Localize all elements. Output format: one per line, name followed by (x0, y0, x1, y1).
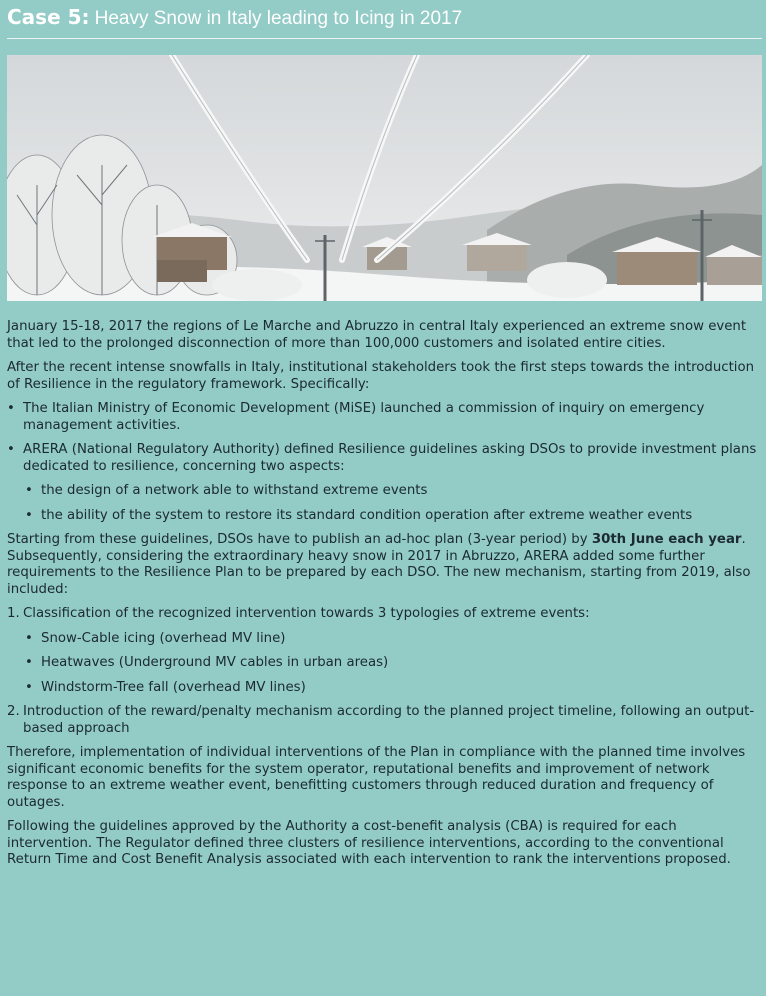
bullet-icon: • (25, 679, 33, 695)
bullet-icon: • (25, 630, 33, 646)
list-item (7, 680, 764, 697)
article-body (7, 319, 764, 877)
typology-snow: Snow-Cable icing (overhead MV line) (41, 630, 286, 646)
list-item (7, 401, 764, 434)
list-item (7, 483, 764, 500)
case-header (7, 5, 762, 39)
paragraph-cba: Following the guidelines approved by the Authority a cost-benefit analysis (CBA) is required for each intervention. The Regulator defined three clusters of resilience interventions, according to the conventional Return Time and Cost Benefit Analysis associated with each intervention to rank the interventions proposed. (7, 819, 731, 867)
list-item (7, 442, 764, 475)
item-reward: Introduction of the reward/penalty mechanism according to the planned project timeline, following an output-based approach (23, 704, 755, 736)
item-classification: Classification of the recognized intervention towards 3 typologies of extreme events: (23, 606, 590, 621)
paragraph-intro: January 15-18, 2017 the regions of Le Marche and Abruzzo in central Italy experienced an extreme snow event that led to the prolonged disconnection of more than 100,000 customers and isolated entire cities. (7, 319, 747, 351)
bullet-arera-text: ARERA (National Regulatory Authority) defined Resilience guidelines asking DSOs to provide investment plans dedicated to resilience, concerning two aspects: (23, 442, 757, 474)
case-title: Heavy Snow in Italy leading to Icing in 2017 (94, 8, 463, 29)
bullet-mise-text: The Italian Ministry of Economic Development (MiSE) launched a commission of inquiry on emergency management activities. (23, 401, 705, 433)
paragraph-guidelines (7, 532, 764, 598)
bullet-icon: • (7, 442, 15, 457)
bullet-icon: • (25, 507, 33, 523)
snow-photo (7, 55, 762, 301)
list-item (7, 655, 764, 672)
list-item (7, 704, 764, 737)
list-item (7, 631, 764, 648)
sub-bullet-restore: the ability of the system to restore its standard condition operation after extreme weather events (41, 507, 693, 523)
list-number: 1. (7, 606, 20, 621)
list-item (7, 606, 764, 623)
bullet-icon: • (7, 401, 15, 416)
deadline-bold: 30th June each year (591, 532, 742, 547)
case-label: Case 5: (7, 5, 90, 29)
bullet-icon: • (25, 655, 33, 670)
list-item (7, 508, 764, 525)
typology-heat: Heatwaves (Underground MV cables in urban areas) (41, 655, 389, 670)
paragraph-stakeholders: After the recent intense snowfalls in Italy, institutional stakeholders took the first steps towards the introduction of Resilience in the regulatory framework. Specifically: (7, 360, 755, 392)
sub-bullet-design: the design of a network able to withstand extreme events (41, 483, 428, 498)
bullet-icon: • (25, 483, 33, 498)
snowy-landscape-icon (7, 55, 762, 301)
list-number: 2. (7, 704, 20, 719)
guidelines-text-a: Starting from these guidelines, DSOs have to publish an ad-hoc plan (3-year period) by (7, 532, 592, 547)
typology-wind: Windstorm-Tree fall (overhead MV lines) (41, 679, 306, 695)
guidelines-text-b: . Subsequently, considering the extraordinary heavy snow in 2017 in Abruzzo, ARERA added some further requirements to the Resilience Plan to be prepared by each DSO. The new mechanism, starting from 2019, also included: (7, 532, 751, 597)
paragraph-benefits: Therefore, implementation of individual interventions of the Plan in compliance with the planned time involves significant economic benefits for the system operator, reputational benefits and improvement of network response to an extreme weather event, benefitting customers through reduced duration and frequency of outages. (7, 745, 746, 810)
